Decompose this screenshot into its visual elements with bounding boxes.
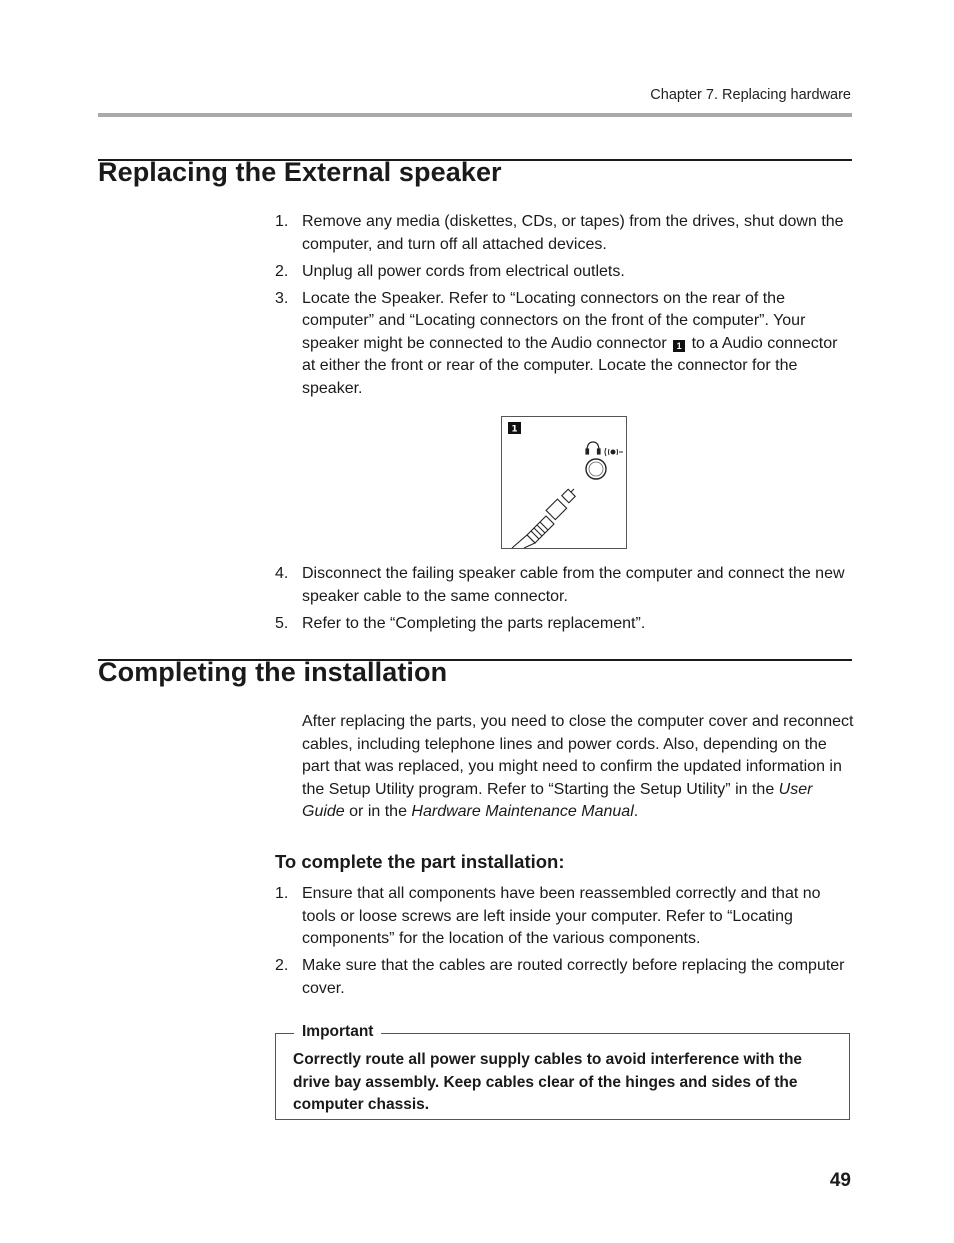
list-item bbox=[275, 883, 855, 951]
list-item bbox=[275, 613, 855, 636]
svg-text:1: 1 bbox=[511, 424, 518, 435]
page-number: 49 bbox=[829, 1170, 851, 1191]
intro-paragraph bbox=[302, 711, 857, 824]
audio-out-icon bbox=[605, 448, 623, 456]
section-title: Replacing the External speaker bbox=[98, 157, 502, 187]
important-label: Important bbox=[294, 1021, 381, 1043]
step-number: 5. bbox=[275, 614, 289, 632]
step-text: Ensure that all components have been reassembled correctly and that no tools or loose screws are left inside your computer. Refer to “Locating components” for the location of the various components. bbox=[302, 885, 821, 947]
header-rule bbox=[98, 113, 852, 117]
paragraph-text: . bbox=[633, 803, 639, 820]
step-number: 2. bbox=[275, 262, 289, 280]
step-number: 1. bbox=[275, 885, 289, 902]
list-item bbox=[275, 261, 855, 284]
list-item bbox=[275, 955, 855, 1000]
running-header: Chapter 7. Replacing hardware bbox=[650, 87, 851, 103]
audio-connector-illustration bbox=[502, 417, 626, 548]
step-text: Locate the Speaker. Refer to “Locating connectors on the rear of the computer” and “Locating connectors on the front of the computer”. Your speaker might be connected to the Audio connector bbox=[302, 289, 806, 352]
step-list bbox=[275, 563, 855, 640]
step-text: Make sure that the cables are routed correctly before replacing the computer cover. bbox=[302, 957, 845, 997]
section-title: Completing the installation bbox=[98, 657, 448, 687]
step-text: Unplug all power cords from electrical outlets. bbox=[302, 262, 625, 280]
step-list bbox=[275, 883, 855, 1005]
list-item bbox=[275, 288, 855, 401]
important-text: Correctly route all power supply cables to avoid interference with the drive bay assembly. Keep cables clear of the hinges and sides of the computer chassis. bbox=[293, 1051, 803, 1113]
step-text: Remove any media (diskettes, CDs, or tapes) from the drives, shut down the computer, and turn off all attached devices. bbox=[302, 213, 844, 253]
list-item bbox=[275, 563, 855, 608]
step-number: 4. bbox=[275, 565, 289, 582]
paragraph-italic: User Guide bbox=[302, 780, 813, 820]
step-text: to a Audio connector at either the front or rear of the computer. Locate the connector for the speaker. bbox=[302, 334, 838, 397]
procedure-heading: To complete the part installation: bbox=[275, 851, 565, 872]
headphone-icon bbox=[586, 442, 600, 454]
step-text: Refer to the “Completing the parts replacement”. bbox=[302, 614, 646, 632]
step-number: 1. bbox=[275, 213, 289, 230]
paragraph-text: After replacing the parts, you need to close the computer cover and reconnect cables, including telephone lines and power cords. Also, depending on the part that was replaced, you might need to confirm the updated information in the Setup Utility program. Refer to “Starting the Setup Utility” in the bbox=[302, 713, 854, 798]
step-number: 3. bbox=[275, 289, 289, 307]
paragraph-italic: Hardware Maintenance Manual bbox=[411, 803, 634, 820]
step-number: 2. bbox=[275, 957, 289, 974]
list-item bbox=[275, 211, 855, 256]
figure-callout-badge bbox=[508, 422, 521, 435]
important-notice bbox=[275, 1023, 850, 1120]
audio-plug-icon bbox=[512, 489, 575, 548]
callout-badge: 1 bbox=[673, 340, 685, 352]
audio-connector-figure bbox=[501, 416, 627, 549]
paragraph-text: or in the bbox=[344, 803, 412, 820]
audio-jack-icon bbox=[586, 459, 606, 479]
step-list bbox=[275, 211, 855, 405]
step-text: Disconnect the failing speaker cable from the computer and connect the new speaker cable to the same connector. bbox=[302, 565, 845, 605]
